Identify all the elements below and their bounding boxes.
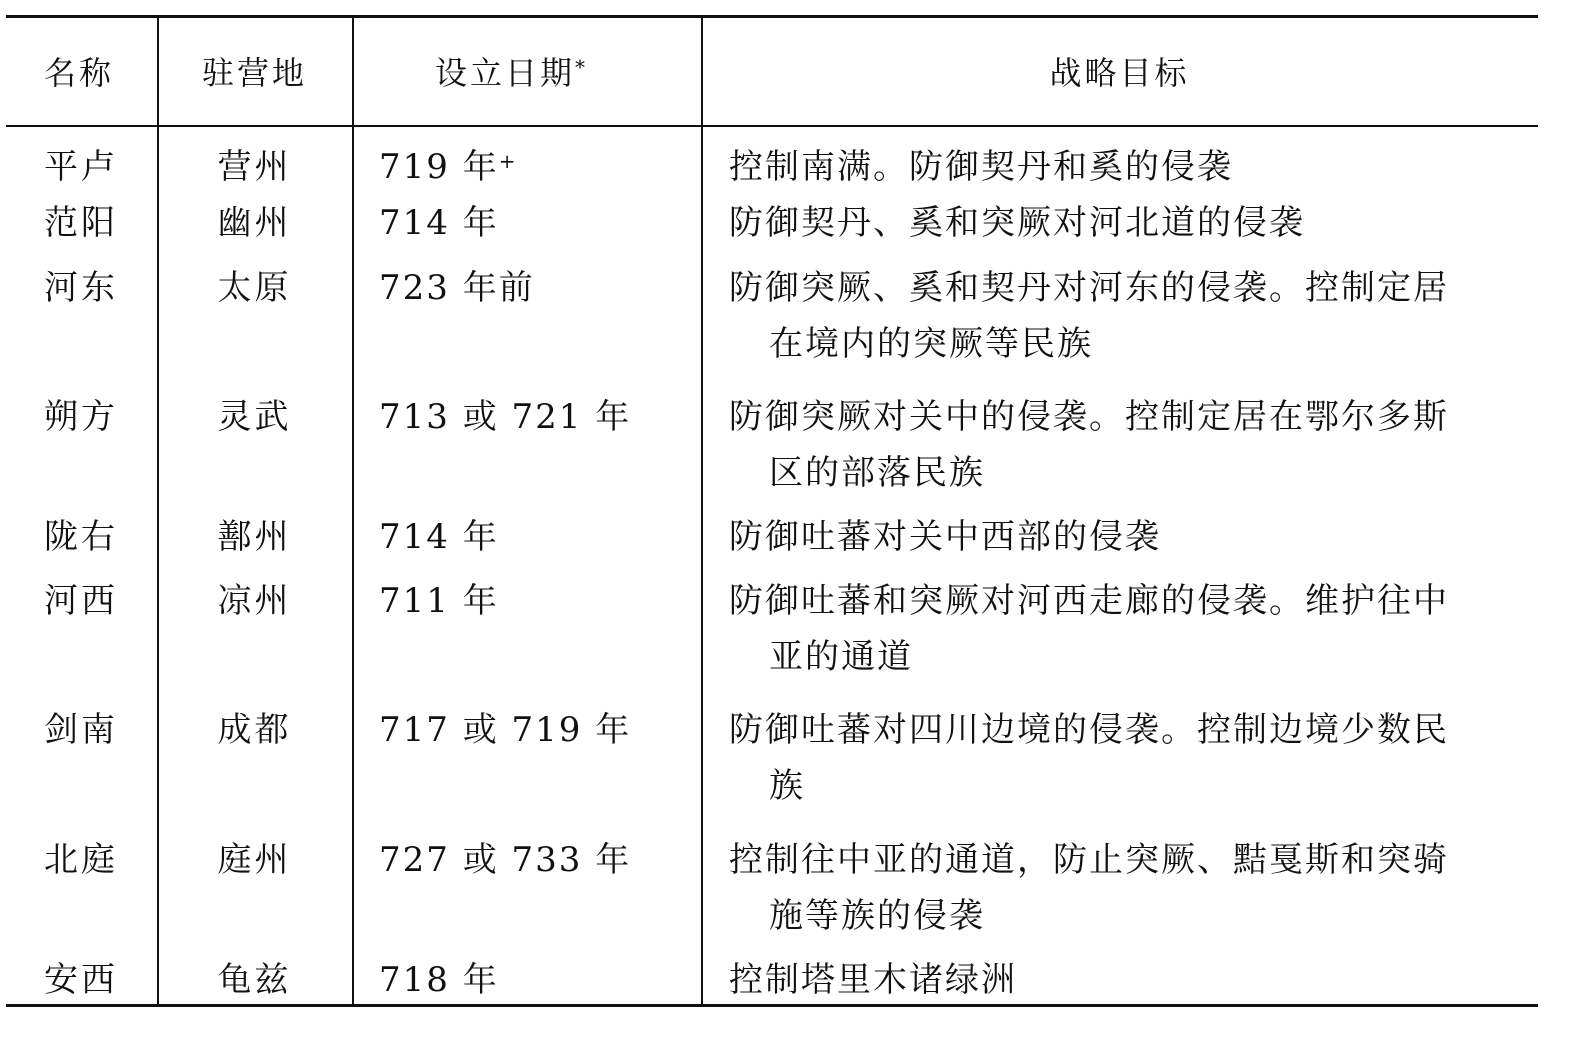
row-goal-line: 控制往中亚的通道，防止突厥、黠戛斯和突骑 <box>729 840 1449 880</box>
row-seat: 鄯州 <box>217 517 292 557</box>
row-goal <box>729 509 1519 565</box>
row-goal-line: 族 <box>769 766 805 806</box>
row-name: 剑南 <box>44 710 118 750</box>
row-goal-line: 控制南满。防御契丹和奚的侵袭 <box>729 147 1233 187</box>
row-goal <box>729 139 1519 195</box>
row-date-text: 711 年 <box>379 581 499 621</box>
row-date <box>379 260 699 316</box>
row-date-text: 718 年 <box>379 960 499 1000</box>
row-seat: 幽州 <box>217 203 292 243</box>
header-goal: 战略目标 <box>1049 54 1190 92</box>
header-name: 名称 <box>44 54 115 92</box>
row-date <box>379 139 699 195</box>
row-goal-line: 防御吐蕃对关中西部的侵袭 <box>729 517 1161 557</box>
row-seat: 太原 <box>217 268 292 308</box>
column-divider <box>352 15 354 1007</box>
row-date-text: 719 年 <box>379 147 499 187</box>
row-goal <box>729 832 1519 944</box>
row-goal-line: 在境内的突厥等民族 <box>769 324 1093 364</box>
header-date-label: 设立日期 <box>435 54 576 92</box>
row-date-text: 714 年 <box>379 203 499 243</box>
row-seat: 庭州 <box>217 840 292 880</box>
row-goal-line: 控制塔里木诸绿洲 <box>729 960 1017 1000</box>
row-date <box>379 573 699 629</box>
commanderies-table <box>6 15 1538 1005</box>
row-name: 范阳 <box>44 203 118 243</box>
table-top-rule <box>6 15 1538 18</box>
row-seat: 营州 <box>217 147 292 187</box>
row-goal-line: 亚的通道 <box>769 637 913 677</box>
row-goal-line: 防御突厥、奚和契丹对河东的侵袭。控制定居 <box>729 268 1449 308</box>
row-goal-line: 防御突厥对关中的侵袭。控制定居在鄂尔多斯 <box>729 397 1449 437</box>
row-name: 河东 <box>44 268 118 308</box>
row-date <box>379 509 699 565</box>
row-goal <box>729 389 1519 501</box>
row-goal-line: 区的部落民族 <box>769 453 985 493</box>
row-date-text: 717 或 719 年 <box>379 710 632 750</box>
row-goal-line: 防御契丹、奚和突厥对河北道的侵袭 <box>729 203 1305 243</box>
row-date <box>379 832 699 888</box>
row-date-text: 714 年 <box>379 517 499 557</box>
header-date <box>435 49 588 97</box>
row-date <box>379 952 699 1008</box>
row-goal-line: 防御吐蕃和突厥对河西走廊的侵袭。维护往中 <box>729 581 1449 621</box>
row-name: 朔方 <box>44 397 118 437</box>
row-seat: 龟兹 <box>217 960 292 1000</box>
row-goal <box>729 573 1519 685</box>
row-goal <box>729 702 1519 814</box>
row-goal-line: 防御吐蕃对四川边境的侵袭。控制边境少数民 <box>729 710 1449 750</box>
row-seat: 灵武 <box>217 397 292 437</box>
header-rule <box>6 125 1538 127</box>
row-name: 陇右 <box>44 517 118 557</box>
row-date <box>379 195 699 251</box>
row-date-text: 727 或 733 年 <box>379 840 632 880</box>
header-date-footnote-mark: * <box>575 55 589 79</box>
row-name: 河西 <box>44 581 118 621</box>
row-goal <box>729 195 1519 251</box>
row-goal <box>729 952 1519 1008</box>
row-seat: 成都 <box>217 710 292 750</box>
row-date <box>379 702 699 758</box>
column-divider <box>701 15 703 1007</box>
row-name: 安西 <box>44 960 118 1000</box>
row-date-text: 713 或 721 年 <box>379 397 632 437</box>
row-date-text: 723 年前 <box>379 268 535 308</box>
row-date-footnote-mark: + <box>498 149 518 173</box>
row-name: 北庭 <box>44 840 118 880</box>
row-seat: 凉州 <box>217 581 292 621</box>
row-goal-line: 施等族的侵袭 <box>769 896 985 936</box>
row-name: 平卢 <box>44 147 118 187</box>
row-goal <box>729 260 1519 372</box>
header-seat: 驻营地 <box>201 54 307 92</box>
row-date <box>379 389 699 445</box>
